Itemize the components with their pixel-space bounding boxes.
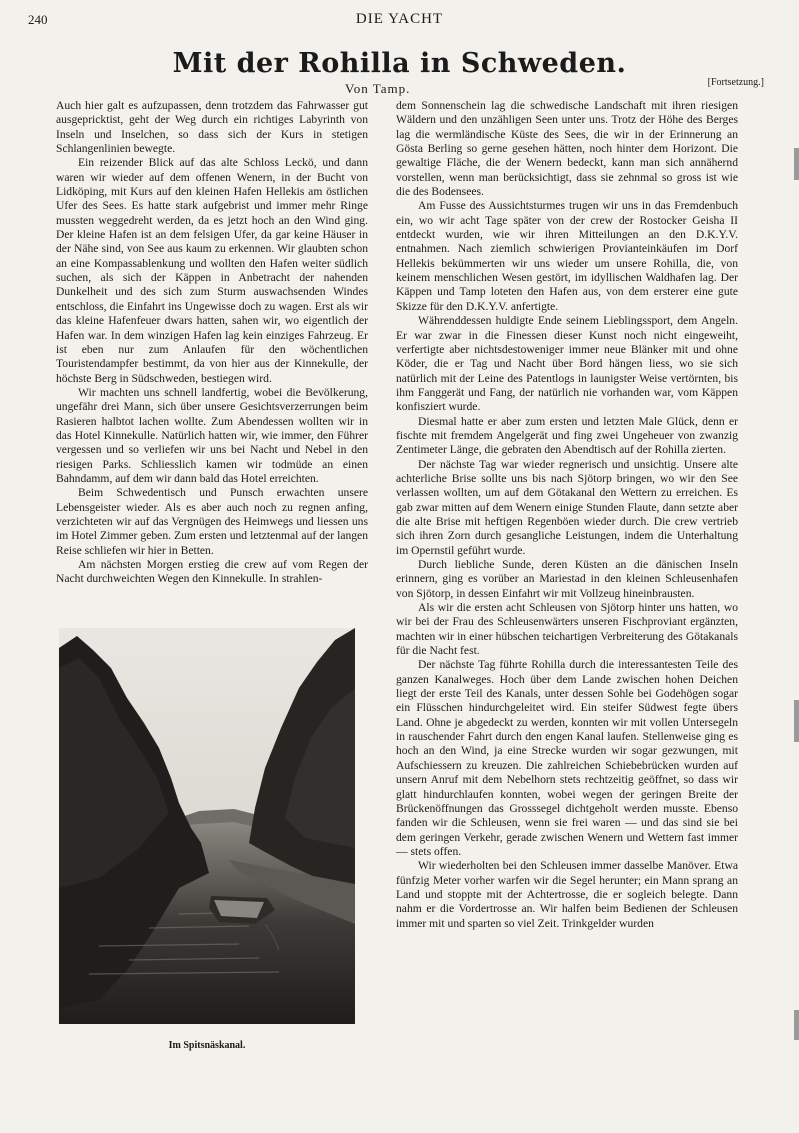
paragraph: Auch hier galt es aufzupassen, denn trotzdem das Fahrwasser gut ausgepricktist, geht der Weg durch ein richtiges Labyrinth von Inseln und Inselchen, so dass sich der Kurs in stetigen Schlangenlinien bewegte. [56,99,368,156]
scan-edge-mark [794,1010,799,1040]
paragraph: Als wir die ersten acht Schleusen von Sjötorp hinter uns hatten, wo wir bei der Frau des Schleusenwärters unseren Fischproviant ergänzten, machten wir in einer hübschen teichartigen Verbreiterung des Götakanals für die Nacht fest. [396,601,738,658]
paragraph: Durch liebliche Sunde, deren Küsten an die dänischen Inseln erinnern, ging es vorüber an Mariestad in den kleinen Schleusenhafen von Sjötorp, in dessen Einfahrt wir mit Vollzeug hineinbrausten. [396,558,738,600]
paragraph: Der nächste Tag war wieder regnerisch und unsichtig. Unsere alte achterliche Brise sollte uns bis nach Sjötorp bringen, wo wir den See verlassen wollten, um auf dem Götakanal den Wettern zu erreichen. Es gab zwar mitten auf dem Wenern einige Stunden Flaute, dann setzte aber die alte Brise mit heftigen Regenböen wieder durch. Die crew vertrieb sich ihren Zorn durch gesangliche Leistungen, indem die Unterhaltung im Opernstil geführt wurde. [396,457,738,557]
page-number: 240 [28,12,48,27]
photo-caption: Im Spitsnäskanal. [168,1040,246,1051]
canal-photo-illustration [59,628,355,1024]
paragraph: Am Fusse des Aussichtsturmes trugen wir uns in das Fremdenbuch ein, wo wir acht Tage später von der crew der Rostocker Geisha II entdeckt wurden, wie wir ihren Mitteilungen an den D.K.Y.V. entnahmen. Nach ziemlich schwierigen Provianteinkäufen im Dorf Hellekis bekümmerten wir uns wieder um unsere Rohilla, die, von keinem menschlichen Wesen gestört, im idyllischen Waldhafen lag. Der Käppen und Tamp loteten den Hafen aus, von dem ersterer eine gute Skizze für den D.K.Y.V. anfertigte. [396,199,738,313]
scan-edge-mark [794,148,799,180]
running-title: DIE YACHT [355,11,444,27]
text-column-right [396,99,738,931]
paragraph: Währenddessen huldigte Ende seinem Lieblingssport, dem Angeln. Er war zwar in die Finessen dieser Kunst noch nicht eingeweiht, verfertigte aber nichtsdestoweniger immer neue Blänker mit und ohne Köder, die er Tag und Nacht über Bord hängen liess, wo sie sich natürlich mit der Leine des Patentlogs in launigster Weise vertörnten, bis ihm Fanggerät und Fang, der natürlich nie vorhanden war, vom Käppen konfisziert wurde. [396,314,738,414]
scan-edge-mark [794,700,799,742]
text-column-left [56,99,368,587]
paragraph: dem Sonnenschein lag die schwedische Landschaft mit ihren riesigen Wäldern und den unzähligen Seen unter uns. Trotz der Höhe des Berges lag die wermländische Küste des Sees, die wir in der Erinnerung an Gösta Berling so gerne gesehen hätten, noch hinter dem Horizont. Die gewaltige Fläche, die der Wenern bedeckt, kann man sich annähernd vorstellen, wenn man berücksichtigt, dass sie zehnmal so gross ist wie die des Bodensees. [396,99,738,199]
article-title: Mit der Rohilla in Schweden. [172,48,627,79]
paragraph: Wir machten uns schnell landfertig, wobei die Bevölkerung, ungefähr drei Mann, sich über unsere Gesichtsverzerrungen beim Rasieren halbtot lachen wollte. Zum Abendessen wollten wir in das Hotel Kinnekulle. Natürlich hatten wir, wie immer, den Führer vergessen und so verliefen wir uns bei Nacht und Nebel in den riesigen Parks. Schliesslich kamen wir todmüde an einen Bahndamm, auf dem wir dann bald das Hotel erreichten. [56,385,368,485]
paragraph: Wir wiederholten bei den Schleusen immer dasselbe Manöver. Etwa fünfzig Meter vorher warfen wir die Segel herunter; ein Mann sprang an Land und stoppte mit der Achtertrosse, die er sogleich belegte. Dann nahm er die Vordertrosse an. Wir halfen beim Bedienen der Schleusen immer mit und sparten so viel Zeit. Trinkgelder wurden [396,859,738,930]
paragraph: Diesmal hatte er aber zum ersten und letzten Male Glück, denn er fischte mit fremdem Angelgerät und fing zwei Ungeheuer von zwanzig Zentimeter Länge, die gebraten den Abendtisch auf der Rohilla zierten. [396,414,738,457]
article-author: Von Tamp. [345,81,411,96]
paragraph: Am nächsten Morgen erstieg die crew auf vom Regen der Nacht durchweichten Wegen den Kinnekulle. In strahlen- [56,558,368,586]
continuation-note: [Fortsetzung.] [707,77,764,88]
canal-photograph [59,628,355,1024]
paragraph: Der nächste Tag führte Rohilla durch die interessantesten Teile des ganzen Kanalweges. Hoch über dem Lande zwischen hohen Deichen liegt der erste Teil des Kanals, unter dessen Sohle bei Godehögen sogar ein Flüsschen hindurchgeleitet wird. Ein steifer Südwest fegte übers Land. Ohne je abgedeckt zu werden, konnten wir mit vollen Untersegeln in rauschender Fahrt durch den engen Kanal laufen. Stellenweise ging es hoch an den Wind, ja eine Strecke wurden wir sogar gezwungen, mit Aufschiessern zu kreuzen. Die zahlreichen Schiebebrücken wurden auf unsern Anruf mit dem Nebelhorn stets rechtzeitig geöffnet, so dass wir glatt hindurchlaufen konnten, wobei wegen der geringen Breite der Brückenöffnungen das Grosssegel dichtgeholt werden musste. Ebenso fanden wir die Schleusen, wenn sie frei waren — und das sind sie bei dem geringen Verkehr, gerade zwischen Wenern und Wettern fast immer — stets offen. [396,658,738,858]
paragraph: Ein reizender Blick auf das alte Schloss Leckö, und dann waren wir wieder auf dem offenen Wenern, in der Bucht von Lidköping, mit Kurs auf den kleinen Hafen Hellekis am östlichen Ufer des Sees. Es hatte stark aufgebrist und immer mehr Ringe mussten weggedreht werden, da es jetzt hoch an den Wind ging. Der kleine Hafen ist an dem felsigen Ufer, da gar keine Häuser in der Nähe sind, von See aus kaum zu erkennen. Wir glaubten schon an eine Kompassablenkung und wollten den Hafen weiter südlich suchen, als sich der Käppen in Anbetracht der nahenden Dunkelheit und des sich zum Sturm auswachsenden Windes entschloss, die Einfahrt ins Ungewisse doch zu wagen. Erst als wir das kleine Hafenfeuer dwars hatten, sahen wir, wo eigentlich der Hafen war. In dem winzigen Hafen lag kein einziges Fahrzeug. Er ist eben nur zum Anlaufen für den wöchentlichen Touristendampfer bestimmt, da von hier aus der Kinnekulle, der höchste Berg in Südschweden, bestiegen wird. [56,156,368,385]
paragraph: Beim Schwedentisch und Punsch erwachten unsere Lebensgeister wieder. Als es aber auch noch zu regnen anfing, verzichteten wir auf das Vergnügen des Heimwegs und liessen uns im Hotel Zimmer geben. Zum ersten und letztenmal auf der langen Reise schliefen wir hier in Betten. [56,486,368,557]
